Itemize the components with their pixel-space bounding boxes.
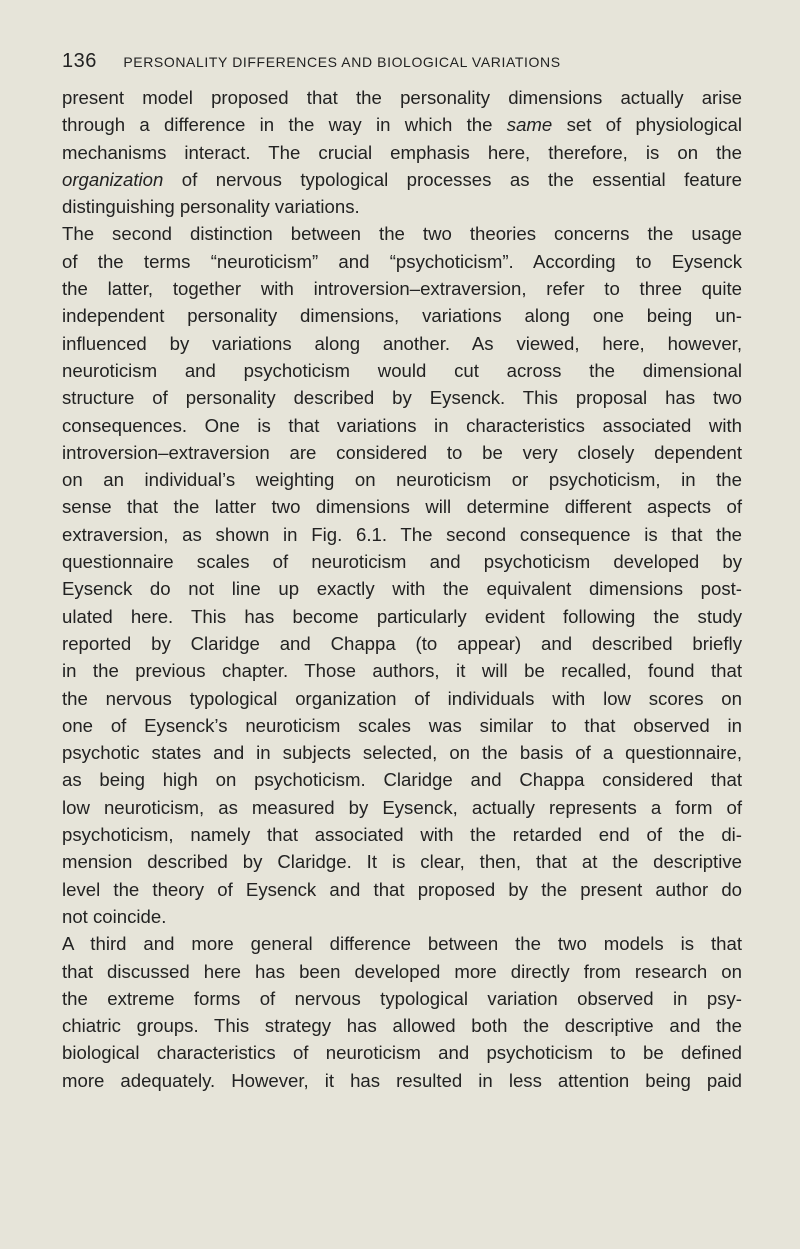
text-line: more adequately. However, it has resulted in less attention being paid: [62, 1069, 742, 1091]
text-line: The second distinction between the two theories concerns the usage: [62, 223, 742, 245]
text-line: extraversion, as shown in Fig. 6.1. The second consequence is that the: [62, 523, 742, 545]
body-text: [62, 84, 742, 1094]
text-line: low neuroticism, as measured by Eysenck, actually represents a form of: [62, 796, 742, 818]
running-head: [62, 50, 742, 76]
text-line: the extreme forms of nervous typological variation observed in psy-: [62, 987, 742, 1009]
text-line: that discussed here has been developed more directly from research on: [62, 960, 742, 982]
text-line: present model proposed that the personality dimensions actually arise: [62, 87, 742, 108]
text-line: through a difference in the way in which the same set of physiological: [62, 114, 742, 136]
text-line: influenced by variations along another. As viewed, here, however,: [62, 332, 742, 354]
running-title: PERSONALITY DIFFERENCES AND BIOLOGICAL VARIATIONS: [123, 54, 561, 70]
text-line: level the theory of Eysenck and that proposed by the present author do: [62, 878, 742, 900]
text-line: as being high on psychoticism. Claridge and Chappa considered that: [62, 769, 742, 791]
text-line: distinguishing personality variations.: [62, 196, 360, 218]
text-line: sense that the latter two dimensions will determine different aspects of: [62, 496, 742, 518]
text-line: structure of personality described by Eysenck. This proposal has two: [62, 387, 742, 409]
text-line: ulated here. This has become particularly evident following the study: [62, 605, 742, 627]
text-line: mension described by Claridge. It is clear, then, that at the descriptive: [62, 851, 742, 873]
text-line: reported by Claridge and Chappa (to appear) and described briefly: [62, 632, 742, 654]
text-line: one of Eysenck’s neuroticism scales was similar to that observed in: [62, 714, 742, 736]
text-line: on an individual’s weighting on neuroticism or psychoticism, in the: [62, 469, 742, 491]
page-number: 136: [62, 50, 97, 72]
text-line: mechanisms interact. The crucial emphasis here, therefore, is on the: [62, 141, 742, 163]
text-line: introversion–extraversion are considered to be very closely dependent: [62, 441, 742, 463]
text-line: chiatric groups. This strategy has allowed both the descriptive and the: [62, 1015, 742, 1037]
text-line: in the previous chapter. Those authors, it will be recalled, found that: [62, 660, 742, 682]
text-line: A third and more general difference between the two models is that: [62, 933, 742, 955]
text-line: organization of nervous typological processes as the essential feature: [62, 168, 742, 190]
text-line: not coincide.: [62, 905, 167, 927]
text-line: questionnaire scales of neuroticism and psychoticism developed by: [62, 551, 742, 573]
text-line: the nervous typological organization of individuals with low scores on: [62, 687, 742, 709]
text-line: Eysenck do not line up exactly with the equivalent dimensions post-: [62, 578, 742, 600]
italic-word: organization: [62, 168, 164, 190]
text-line: psychoticism, namely that associated with the retarded end of the di-: [62, 824, 742, 846]
text-line: psychotic states and in subjects selected, on the basis of a questionnaire,: [62, 742, 742, 764]
text-line: neuroticism and psychoticism would cut across the dimensional: [62, 359, 742, 381]
text-line: the latter, together with introversion–extraversion, refer to three quite: [62, 278, 742, 300]
italic-word: same: [506, 114, 553, 136]
text-line: independent personality dimensions, variations along one being un-: [62, 305, 742, 327]
text-line: biological characteristics of neuroticism and psychoticism to be defined: [62, 1042, 742, 1064]
text-line: consequences. One is that variations in characteristics associated with: [62, 414, 742, 436]
text-line: of the terms “neuroticism” and “psychoticism”. According to Eysenck: [62, 250, 742, 272]
